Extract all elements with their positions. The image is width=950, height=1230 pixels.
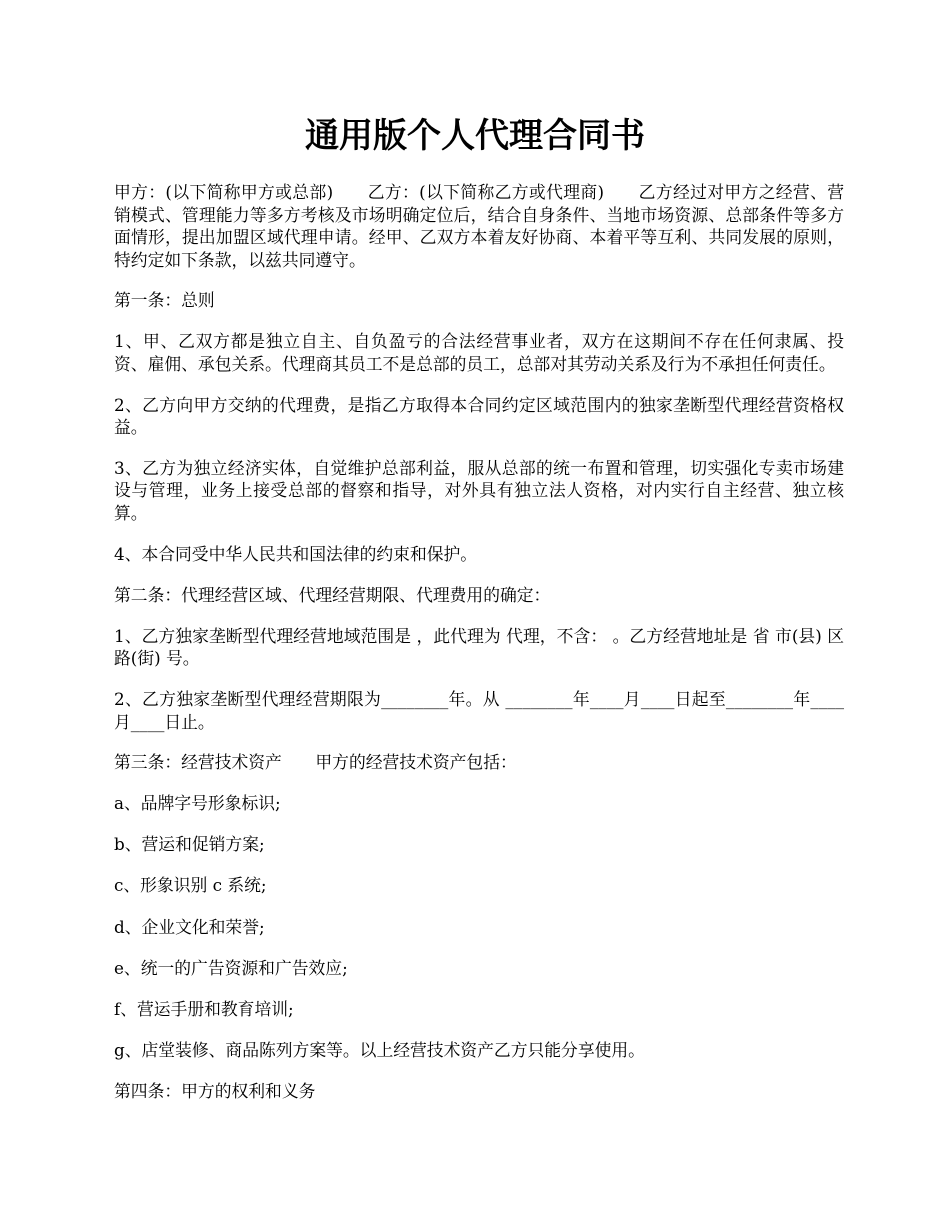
document-title: 通用版个人代理合同书 [305,116,645,156]
document-body [114,181,844,1121]
paragraph-1-4: 4、本合同受中华人民共和国法律的约束和保护。 [114,543,478,564]
paragraph-2-1: 1、乙方独家垄断型代理经营地域范围是 ，此代理为 代理，不含： 。乙方经营地址是 省 市(县) 区 路(街) 号。 [114,625,844,669]
list-item-f: f、营运手册和教育培训; [114,998,294,1019]
list-item-e: e、统一的广告资源和广告效应; [114,957,348,978]
section-heading-3: 第三条：经营技术资产 甲方的经营技术资产包括： [114,752,517,773]
section-heading-2: 第二条：代理经营区域、代理经营期限、代理费用的确定： [114,584,551,605]
section-heading-4: 第四条：甲方的权利和义务 [114,1080,316,1101]
paragraph-1-3: 3、乙方为独立经济实体，自觉维护总部利益，服从总部的统一布置和管理，切实强化专卖市场建设与管理，业务上接受总部的督察和指导，对外具有独立法人资格，对内实行自主经营、独立核算。 [114,457,844,524]
list-item-g: g、店堂装修、商品陈列方案等。以上经营技术资产乙方只能分享使用。 [114,1039,645,1060]
list-item-c: c、形象识别 c 系统; [114,875,267,896]
list-item-b: b、营运和促销方案; [114,834,265,855]
paragraph-intro: 甲方：(以下简称甲方或总部) 乙方：(以下简称乙方或代理商) 乙方经过对甲方之经营、营销模式、管理能力等多方考核及市场明确定位后，结合自身条件、当地市场资源、总部条件等多方面情形，提出加盟区域代理申请。经甲、乙双方本着友好协商、本着平等互利、共同发展的原则，特约定如下条款，以兹共同遵守。 [114,182,844,270]
paragraph-1-1: 1、甲、乙双方都是独立自主、自负盈亏的合法经营事业者，双方在这期间不存在任何隶属、投资、雇佣、承包关系。代理商其员工不是总部的员工，总部对其劳动关系及行为不承担任何责任。 [114,331,844,375]
paragraph-2-2: 2、乙方独家垄断型代理经营期限为________年。从 ________年____月____日起至________年____月____日止。 [114,689,844,732]
list-item-d: d、企业文化和荣誉; [114,916,265,937]
section-heading-1: 第一条：总则 [114,290,215,311]
list-item-a: a、品牌字号形象标识; [114,793,281,814]
paragraph-1-2: 2、乙方向甲方交纳的代理费，是指乙方取得本合同约定区域范围内的独家垄断型代理经营资格权益。 [114,394,844,438]
